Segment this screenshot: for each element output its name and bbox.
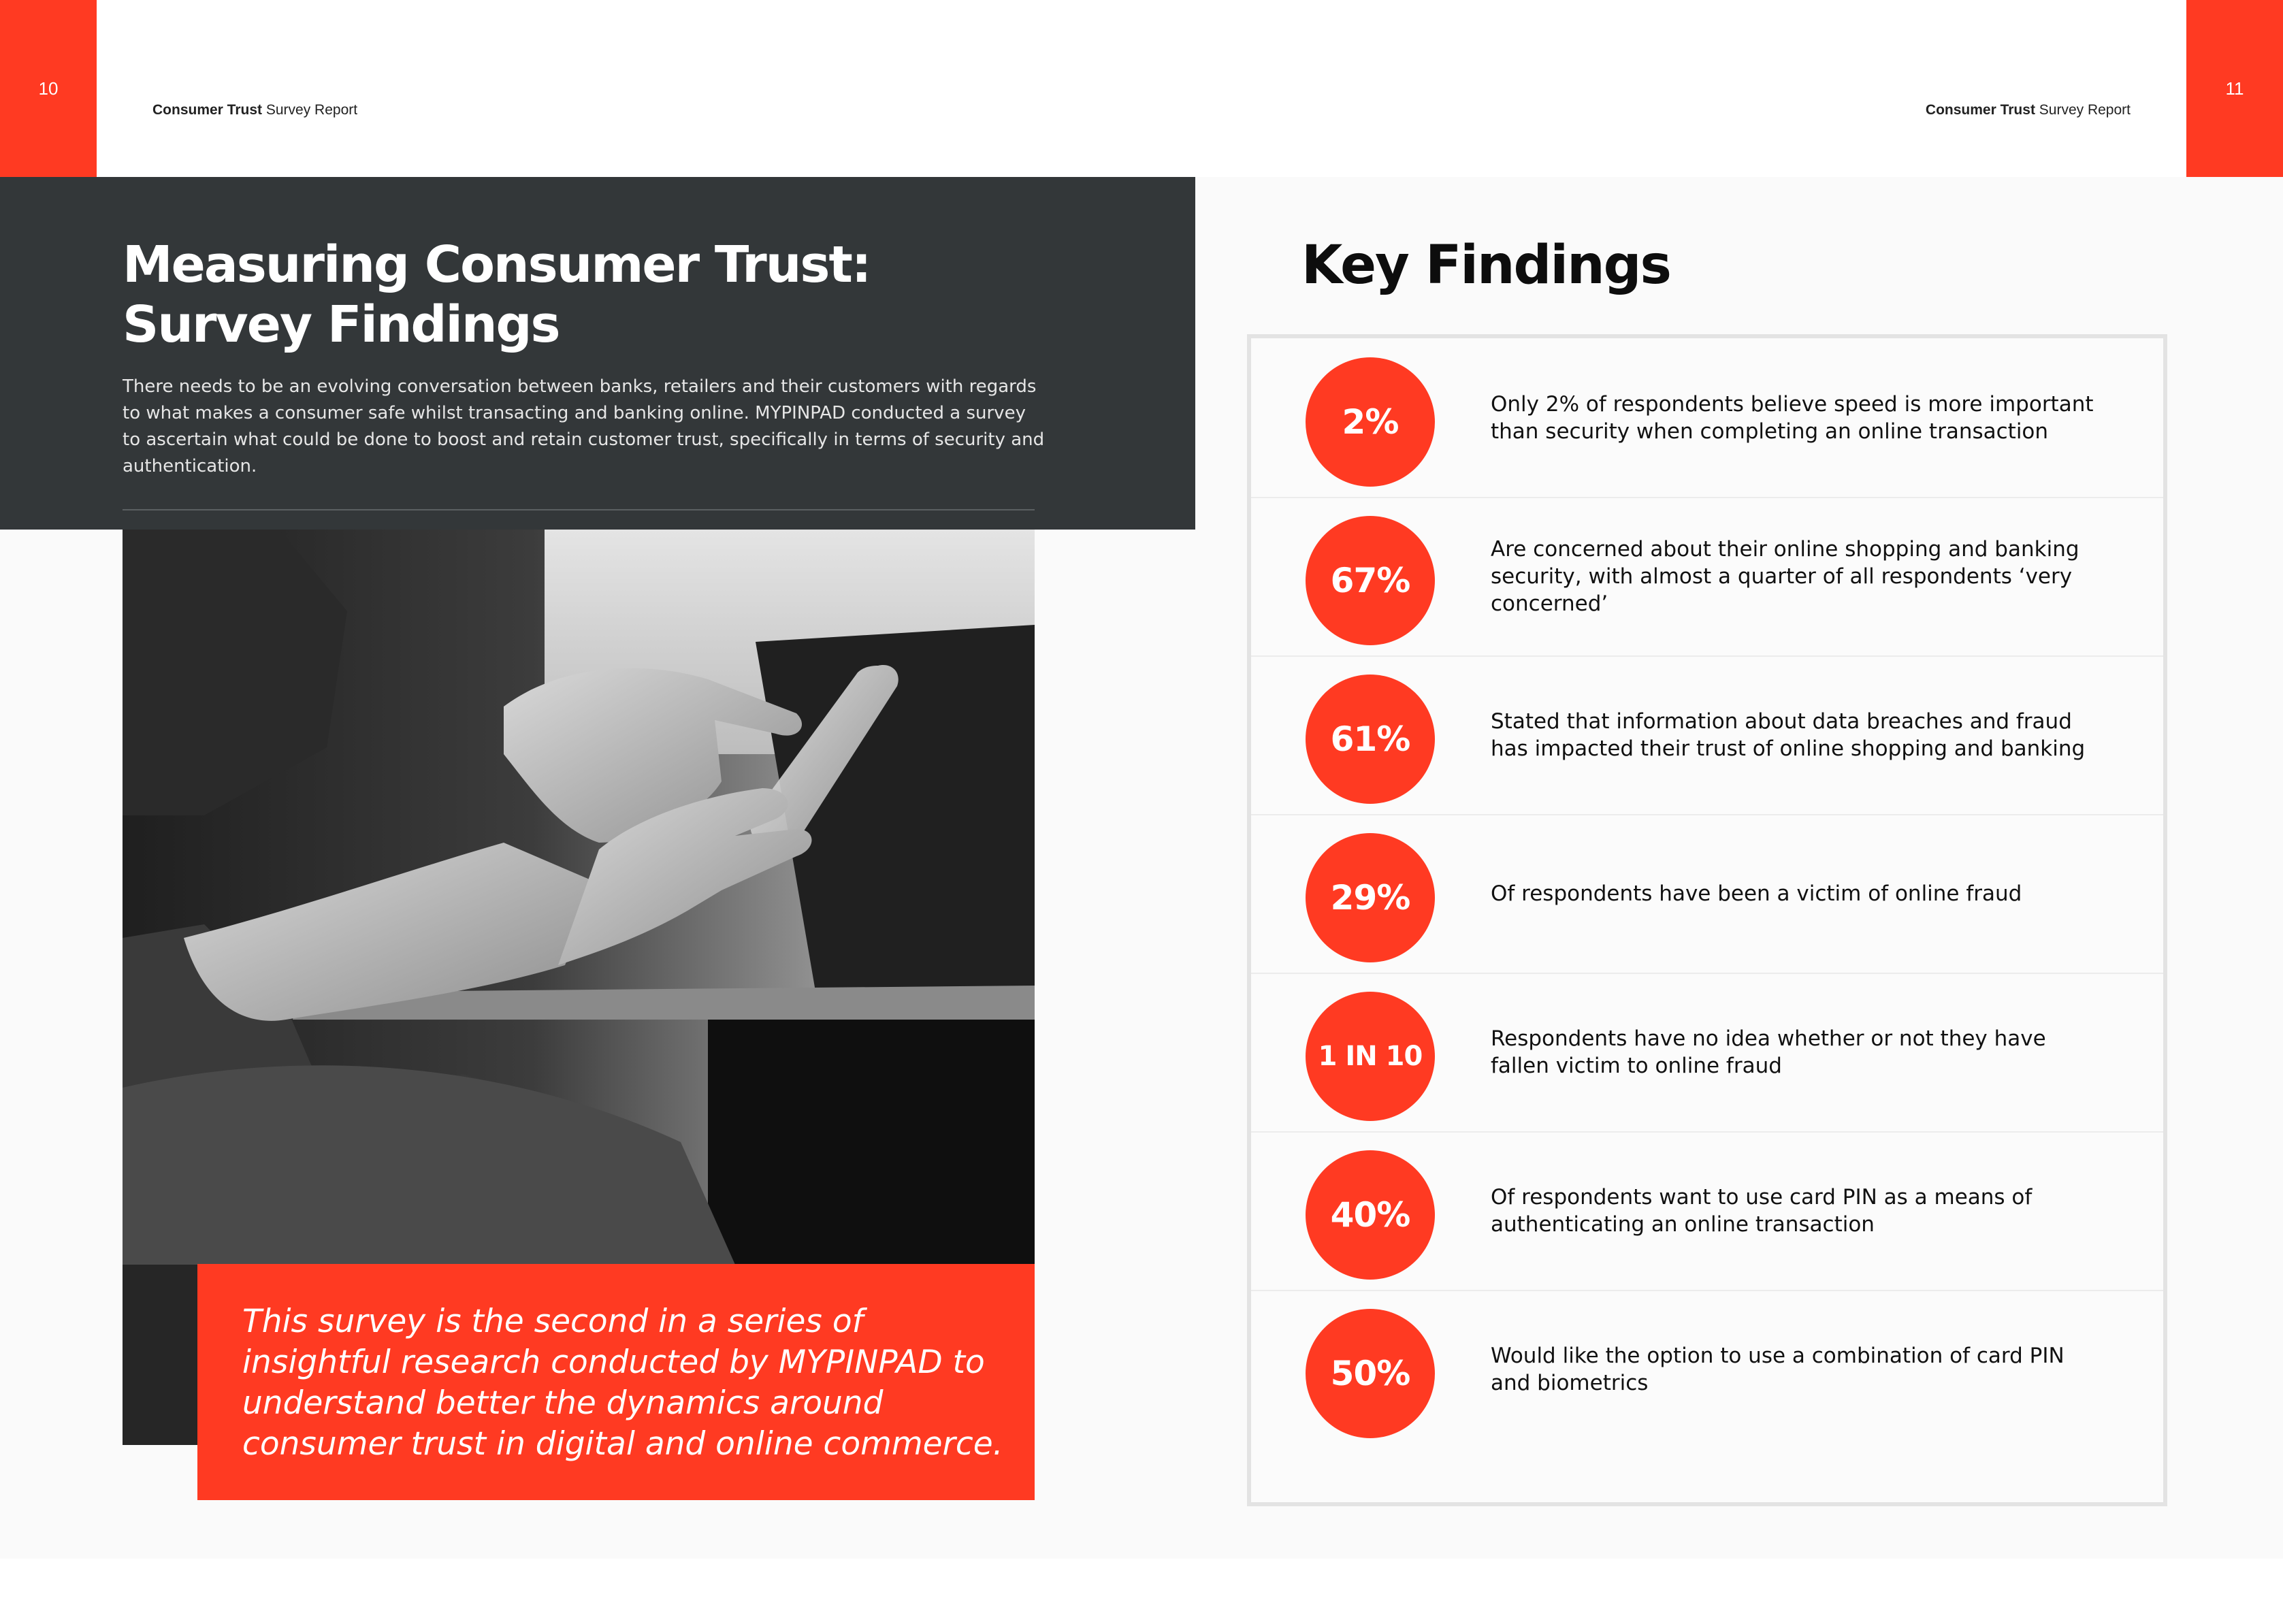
intro-paragraph: There needs to be an evolving conversation between banks, retailers and their customers with regards to what makes a consumer safe whilst transacting and banking online. MYPINPAD conducted a survey to ascertain what could be done to boost and retain customer trust, specifically in terms of security and authentication. [123, 376, 1045, 476]
finding-text: Only 2% of respondents believe speed is more important than security when completing an online transaction [1491, 391, 2094, 444]
finding-stat-badge: 1 IN 10 [1306, 992, 1435, 1121]
finding-text: Of respondents want to use card PIN as a means of authenticating an online transaction [1491, 1184, 2033, 1237]
running-header-rest: Survey Report [262, 102, 358, 118]
finding-text: Would like the option to use a combination of card PIN and biometrics [1491, 1343, 2065, 1395]
finding-stat-badge: 61% [1306, 675, 1435, 804]
page-title [123, 235, 1041, 355]
finding-row [1251, 497, 2163, 657]
running-header-rest: Survey Report [2035, 102, 2131, 118]
finding-row [1251, 1290, 2163, 1448]
finding-stat-badge: 2% [1306, 357, 1435, 487]
finding-row [1251, 338, 2163, 498]
finding-stat-badge: 50% [1306, 1309, 1435, 1438]
finding-row [1251, 655, 2163, 815]
running-header-bold: Consumer Trust [1925, 102, 2035, 118]
right-running-header [1926, 102, 2131, 118]
finding-row [1251, 973, 2163, 1133]
right-page-number: 11 [2186, 0, 2283, 177]
page-title-line1: Measuring Consumer Trust: [123, 236, 871, 294]
quote-text: This survey is the second in a series of insightful research conducted by MYPINPAD to understand better the dynamics around consumer trust in digital and online commerce. [242, 1303, 1003, 1463]
finding-text: Stated that information about data breaches and fraud has impacted their trust of online shopping and banking [1491, 709, 2086, 761]
finding-text: Respondents have no idea whether or not they have fallen victim to online fraud [1491, 1026, 2046, 1078]
finding-stat-badge: 29% [1306, 833, 1435, 962]
running-header-bold: Consumer Trust [152, 102, 263, 118]
key-findings-card [1247, 334, 2167, 1506]
finding-text: Of respondents have been a victim of online fraud [1491, 881, 2022, 906]
page-title-line2: Survey Findings [123, 295, 560, 354]
finding-stat-badge: 40% [1306, 1150, 1435, 1280]
finding-text: Are concerned about their online shopping and banking security, with almost a quarter of all respondents ‘very concerned’ [1491, 536, 2079, 616]
divider [123, 509, 1035, 510]
finding-stat-badge: 67% [1306, 516, 1435, 645]
quote-callout [197, 1264, 1035, 1500]
key-findings-title: Key Findings [1301, 235, 1670, 296]
finding-row [1251, 814, 2163, 974]
left-page-number: 10 [0, 0, 97, 177]
left-running-header [152, 102, 357, 118]
finding-row [1251, 1131, 2163, 1291]
